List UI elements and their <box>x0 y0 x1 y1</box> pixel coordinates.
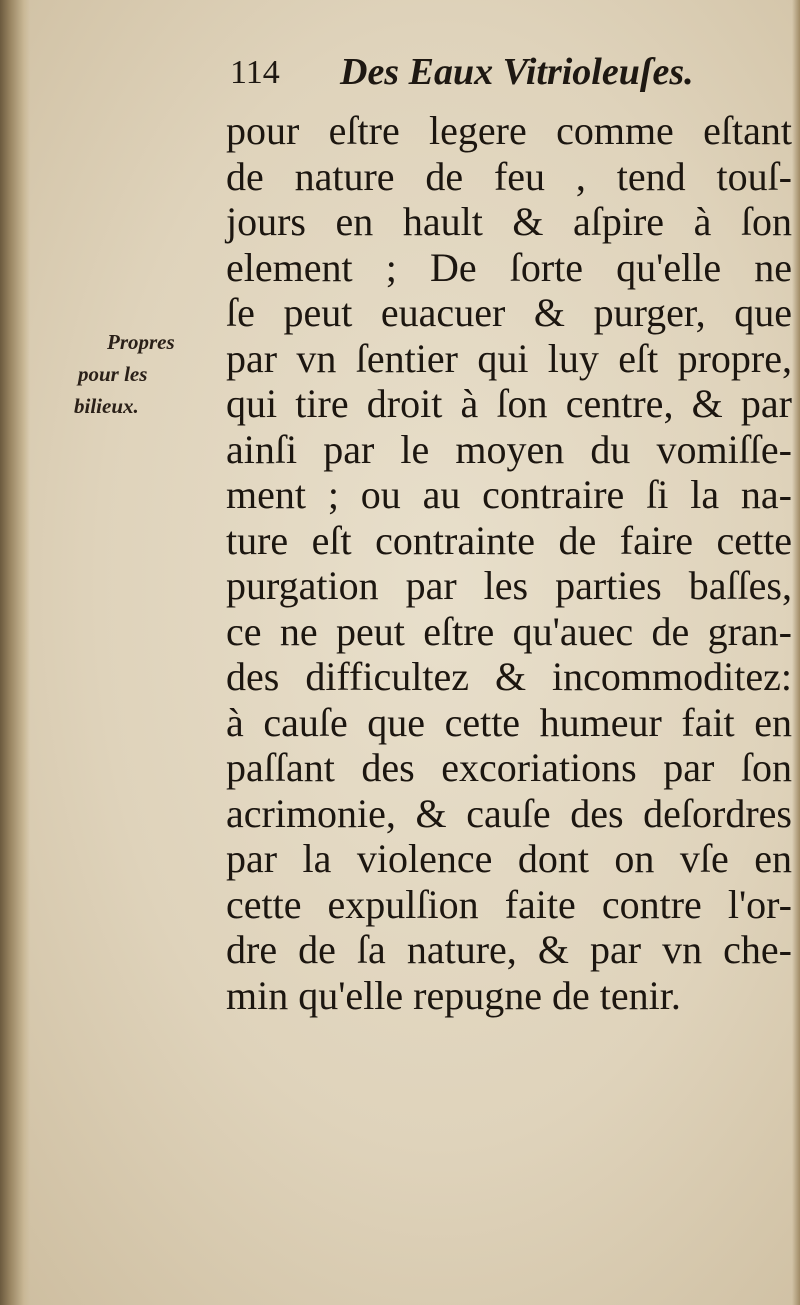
text-line: acrimonie, & cauſe des deſordres <box>226 790 792 836</box>
text-line: à cauſe que cette humeur fait en <box>226 699 792 745</box>
text-line: dre de ſa nature, & par vn che- <box>226 927 792 972</box>
text-line: cette expulſion faite contre l'or- <box>226 881 792 927</box>
marginal-note-line: pour les <box>78 362 148 386</box>
text-line: purgation par les parties baſſes, <box>226 563 792 608</box>
text-line: ce ne peut eſtre qu'auec de gran- <box>226 608 792 654</box>
body-text <box>226 108 792 1018</box>
text-line: element ; De ſorte qu'elle ne <box>226 244 792 290</box>
marginal-note <box>52 326 202 422</box>
text-line: de nature de feu , tend touſ- <box>226 153 792 199</box>
marginal-note-line: bilieux. <box>74 394 139 418</box>
text-line: des difficultez & incommoditez: <box>226 654 792 699</box>
text-line: min qu'elle repugne de tenir. <box>226 972 681 1018</box>
marginal-note-line: Propres <box>107 330 175 354</box>
page-gutter-shadow <box>0 0 30 1305</box>
text-line: paſſant des excoriations par ſon <box>226 745 792 790</box>
running-title: Des Eaux Vitrioleuſes. <box>340 51 694 93</box>
text-line: ainſi par le moyen du vomiſſe- <box>226 426 792 472</box>
page-edge-shadow <box>792 0 800 1305</box>
text-line: ment ; ou au contraire ſi la na- <box>226 472 792 517</box>
page-header <box>210 50 770 100</box>
text-line: ſe peut euacuer & purger, que <box>226 290 792 335</box>
page-number: 114 <box>230 54 280 91</box>
text-line: ture eſt contrainte de faire cette <box>226 517 792 563</box>
text-line: qui tire droit à ſon centre, & par <box>226 381 792 426</box>
text-line: par la violence dont on vſe en <box>226 836 792 881</box>
text-line: par vn ſentier qui luy eſt propre, <box>226 335 792 381</box>
text-line: pour eſtre legere comme eſtant <box>226 108 792 153</box>
text-line: jours en hault & aſpire à ſon <box>226 199 792 244</box>
